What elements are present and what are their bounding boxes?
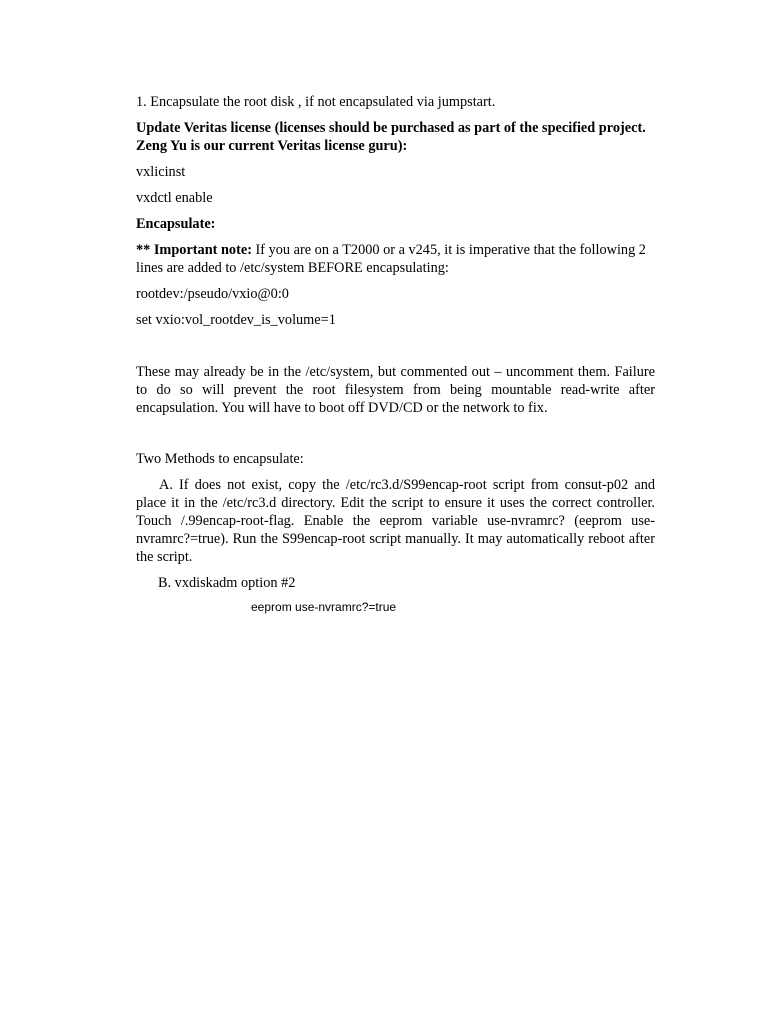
important-note (136, 241, 655, 277)
command-vxlicinst: vxlicinst (136, 164, 186, 180)
important-note-text: If you are on a T2000 or a v245, it is imperative that the following 2 lines are added to /etc/system BEFORE encapsulating: (136, 242, 646, 276)
warning-paragraph: These may already be in the /etc/system, but commented out – uncomment them. Failure to do so will prevent the root filesystem from being mountable read-write after encapsulation. You will have to boot off DVD/CD or the network to fix. (136, 364, 655, 416)
methods-heading: Two Methods to encapsulate: (136, 451, 304, 467)
command-vxdctl-enable: vxdctl enable (136, 190, 213, 206)
eeprom-note: eeprom use-nvramrc?=true (251, 600, 397, 614)
method-b-item: B. vxdiskadm option #2 (158, 575, 296, 591)
rootdev-line: rootdev:/pseudo/vxio@0:0 (136, 286, 289, 302)
encapsulate-heading: Encapsulate: (136, 216, 216, 232)
important-note-label: ** Important note: (136, 242, 252, 258)
document-page (136, 93, 655, 624)
step-1-text: 1. Encapsulate the root disk , if not encapsulated via jumpstart. (136, 94, 496, 110)
license-heading: Update Veritas license (licenses should be purchased as part of the specified project. Zeng Yu is our current Veritas license guru): (136, 120, 646, 154)
set-vxio-line: set vxio:vol_rootdev_is_volume=1 (136, 312, 336, 328)
method-a-item: A. If does not exist, copy the /etc/rc3.d/S99encap-root script from consut-p02 and place it in the /etc/rc3.d directory. Edit the script to ensure it uses the correct controller. Touch /.99encap-root-flag. Enable the eeprom variable use-nvramrc? (eeprom use-nvramrc?=true). Run the S99encap-root script manually. It may automatically reboot after the script. (136, 477, 655, 565)
